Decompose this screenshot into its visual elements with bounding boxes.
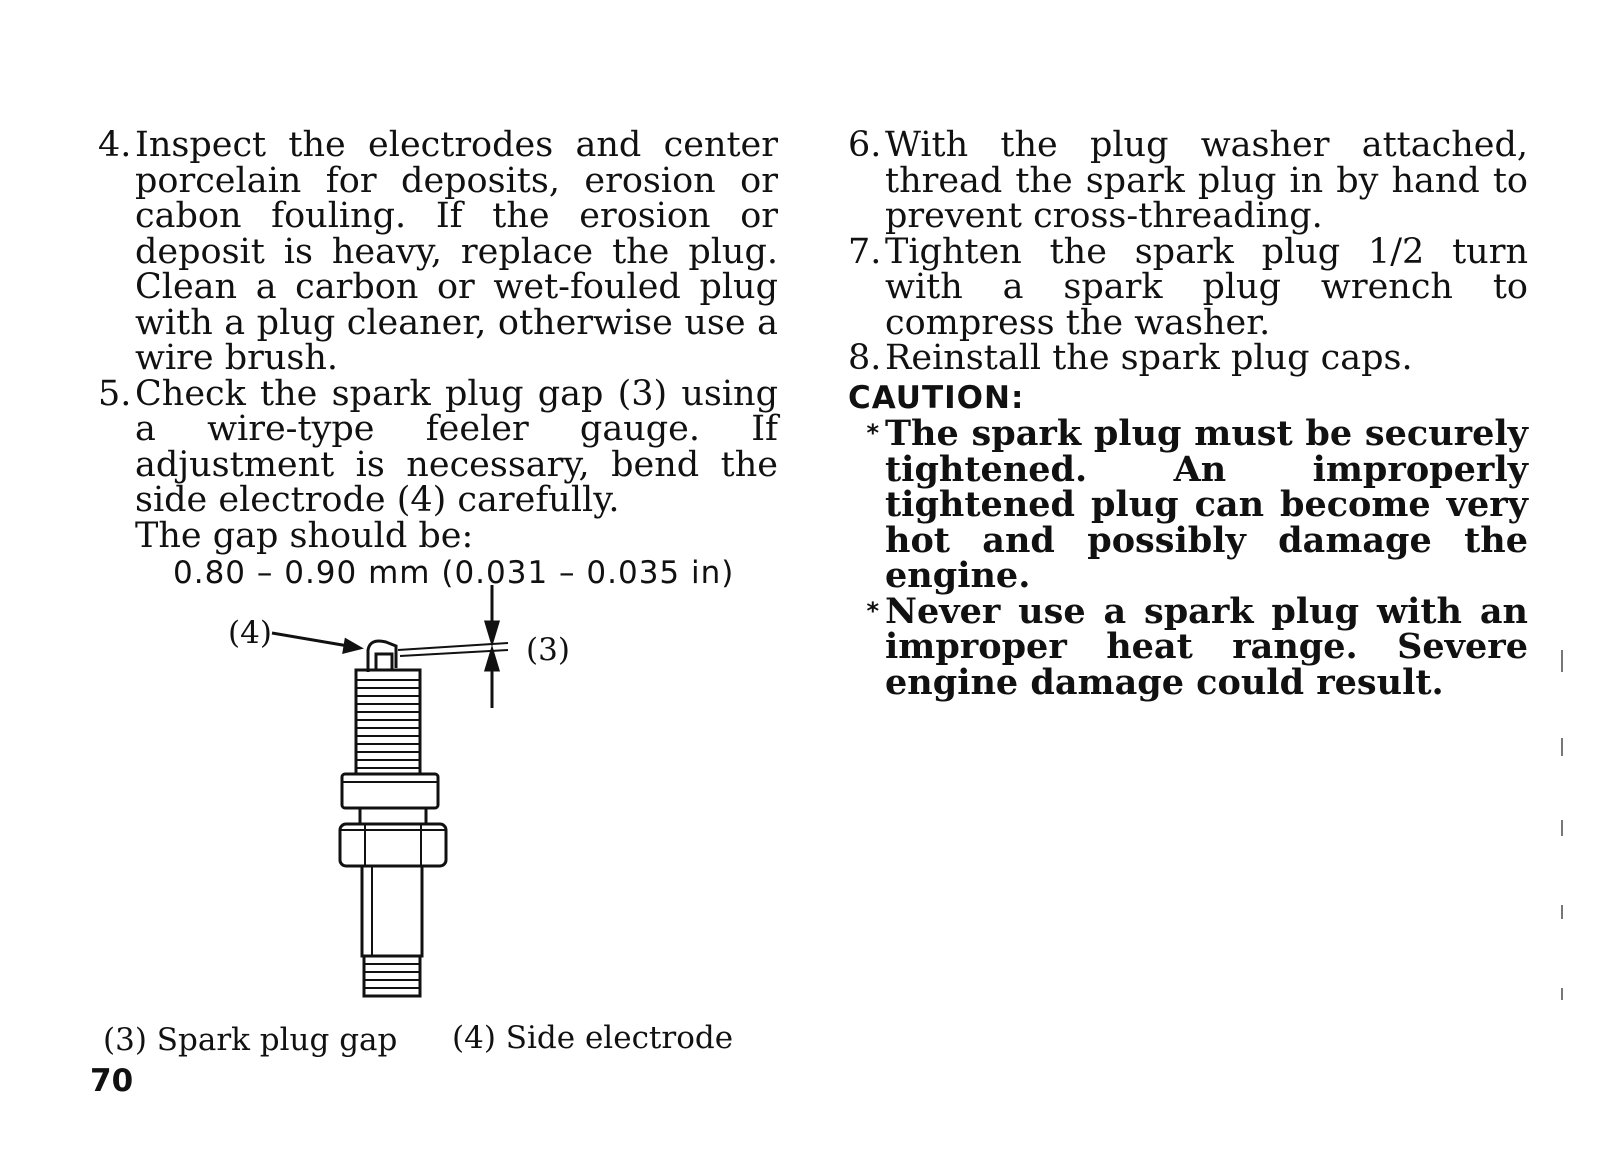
step-text: With the plug washer attached, thread the spark plug in by hand to prevent cross-threading. — [885, 125, 1528, 236]
caution-item — [848, 413, 1528, 596]
caution-heading: CAUTION: — [848, 379, 1025, 416]
page-number: 70 — [90, 1063, 134, 1099]
step-text: Reinstall the spark plug caps. — [885, 338, 1413, 378]
gap-spec: 0.80 – 0.90 mm (0.031 – 0.035 in) — [173, 555, 735, 591]
step-4 — [98, 125, 778, 378]
step-number: 8. — [848, 338, 882, 378]
caption-spark-plug-gap: (3) Spark plug gap — [103, 1022, 398, 1058]
step-text: Inspect the electrodes and center porcelain for deposits, erosion or cabon fouling. If the erosion or deposit is heavy, replace the plug. Clean a carbon or wet-fouled plug with a plug cleaner, otherwise use a wire brush. — [135, 125, 778, 378]
step-number: 7. — [848, 231, 882, 272]
step-8 — [848, 338, 1528, 378]
side-electrode-callout: (4) — [228, 615, 272, 651]
step-5 — [98, 373, 778, 520]
bullet-icon: * — [866, 596, 879, 625]
step-number: 4. — [98, 125, 132, 165]
caution-text: The spark plug must be securely tightened. An improperly tightened plug can become very hot and possibly damage the engine. — [885, 413, 1528, 596]
caption-side-electrode: (4) Side electrode — [452, 1020, 734, 1056]
scan-mark — [1561, 820, 1563, 836]
scan-mark — [1561, 988, 1563, 1000]
caution-text: Never use a spark plug with an improper heat range. Severe engine damage could result. — [885, 590, 1528, 703]
scan-mark — [1561, 650, 1563, 672]
caution-item — [848, 590, 1528, 703]
step-6 — [848, 125, 1528, 236]
gap-callout: (3) — [526, 632, 570, 668]
left-column — [98, 125, 778, 592]
gap-intro: The gap should be: — [135, 515, 474, 556]
step-7 — [848, 231, 1528, 343]
right-column — [848, 125, 1528, 703]
bullet-icon: * — [866, 419, 879, 447]
step-text: Tighten the spark plug 1/2 turn with a spark plug wrench to compress the washer. — [885, 231, 1528, 343]
step-text: Check the spark plug gap (3) using a wire-type feeler gauge. If adjustment is necessary, bend the side electrode (4) carefully. — [135, 373, 778, 520]
scan-mark — [1561, 738, 1563, 756]
scan-mark — [1561, 905, 1563, 919]
step-number: 5. — [98, 373, 132, 414]
step-number: 6. — [848, 125, 882, 165]
